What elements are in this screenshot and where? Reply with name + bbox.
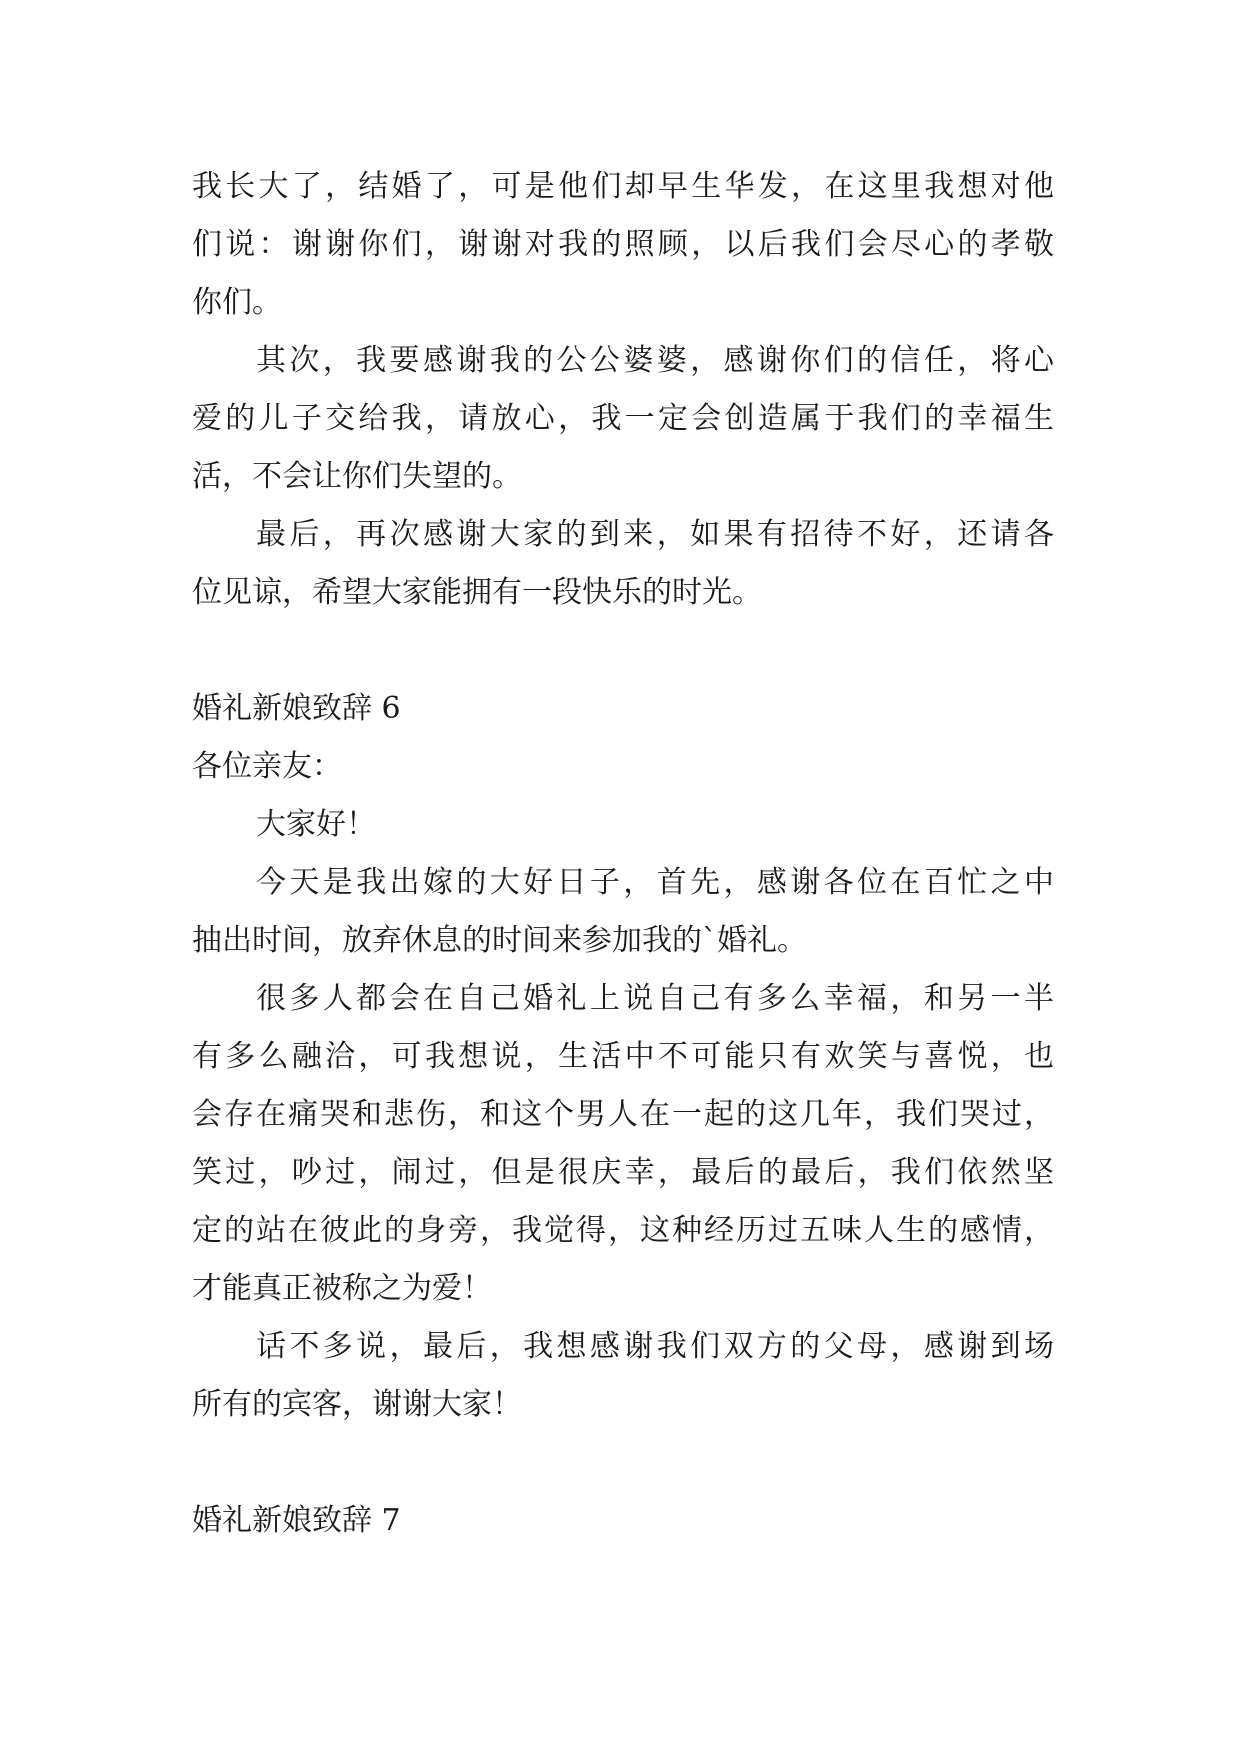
section-heading: 婚礼新娘致辞 6 <box>192 691 401 726</box>
text-line: 笑过，吵过，闹过，但是很庆幸，最后的最后，我们依然坚 <box>192 1155 1054 1190</box>
text-line: 才能真正被称之为爱！ <box>192 1271 492 1306</box>
text-line: 大家好！ <box>256 807 376 842</box>
text-line: 会存在痛哭和悲伤，和这个男人在一起的这几年，我们哭过， <box>192 1097 1054 1132</box>
text-line: 抽出时间，放弃休息的时间来参加我的`婚礼。 <box>192 923 807 958</box>
text-line: 很多人都会在自己婚礼上说自己有多么幸福，和另一半 <box>256 981 1054 1016</box>
paragraph <box>192 158 1054 332</box>
text-line: 活，不会让你们失望的。 <box>192 459 522 494</box>
text-line: 其次，我要感谢我的公公婆婆，感谢你们的信任，将心 <box>256 343 1054 378</box>
text-line: 定的站在彼此的身旁，我觉得，这种经历过五味人生的感情， <box>192 1213 1054 1248</box>
text-line: 你们。 <box>192 285 282 320</box>
paragraph <box>192 1318 1054 1434</box>
section-gap <box>192 622 1054 680</box>
paragraph <box>192 970 1054 1318</box>
text-line: 位见谅，希望大家能拥有一段快乐的时光。 <box>192 575 762 610</box>
text-line: 所有的宾客，谢谢大家！ <box>192 1387 522 1422</box>
paragraph <box>192 332 1054 506</box>
section-gap <box>192 1434 1054 1492</box>
section-heading: 婚礼新娘致辞 7 <box>192 1503 401 1538</box>
text-line: 我长大了，结婚了，可是他们却早生华发，在这里我想对他 <box>192 169 1054 204</box>
document-body <box>192 158 1054 1550</box>
paragraph <box>192 854 1054 970</box>
text-line: 爱的儿子交给我，请放心，我一定会创造属于我们的幸福生 <box>192 401 1054 436</box>
text-line: 最后，再次感谢大家的到来，如果有招待不好，还请各 <box>256 517 1054 552</box>
paragraph <box>192 506 1054 622</box>
paragraph <box>192 796 1054 854</box>
text-line: 有多么融洽，可我想说，生活中不可能只有欢笑与喜悦，也 <box>192 1039 1054 1074</box>
salutation: 各位亲友： <box>192 749 342 784</box>
text-line: 们说：谢谢你们，谢谢对我的照顾，以后我们会尽心的孝敬 <box>192 227 1054 262</box>
text-line: 话不多说，最后，我想感谢我们双方的父母，感谢到场 <box>256 1329 1054 1364</box>
text-line: 今天是我出嫁的大好日子，首先，感谢各位在百忙之中 <box>256 865 1054 900</box>
